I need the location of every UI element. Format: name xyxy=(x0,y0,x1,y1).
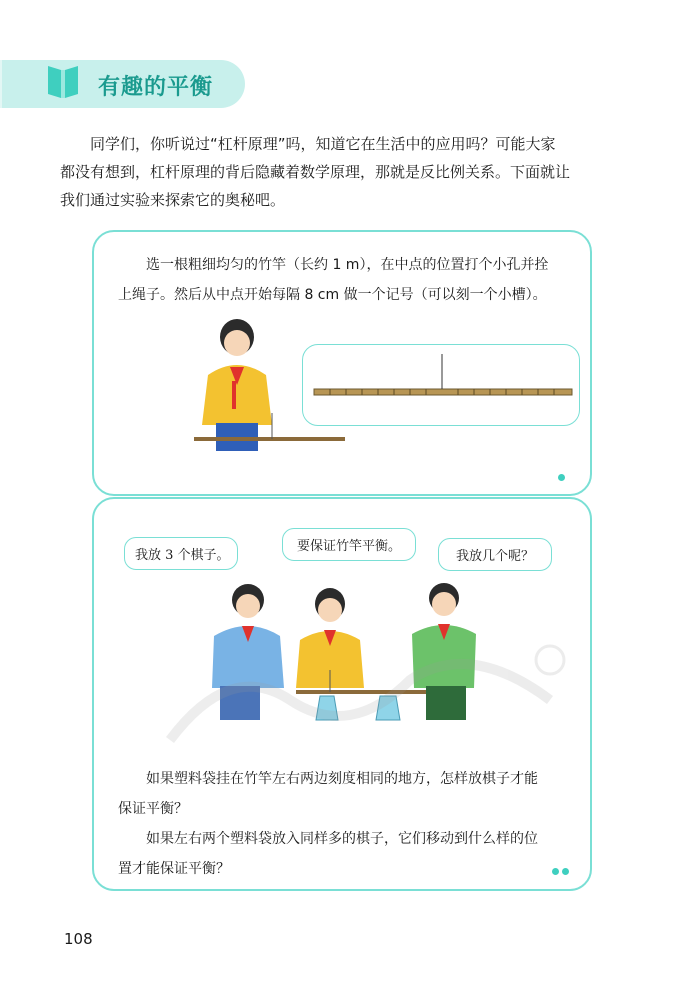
intro-line: 都没有想到，杠杆原理的背后隐藏着数学原理，那就是反比例关系。下面就让 xyxy=(60,163,571,181)
decorative-dot xyxy=(552,868,559,875)
speech-bubble-middle: 要保证竹竿平衡。 xyxy=(282,528,416,561)
speech-bubble-left: 我放 3 个棋子。 xyxy=(124,537,238,570)
question-line: 置才能保证平衡？ xyxy=(118,861,230,877)
question-line: 保证平衡？ xyxy=(118,801,188,817)
publisher-watermark xyxy=(150,640,570,750)
bamboo-pole-diagram xyxy=(312,352,574,402)
intro-paragraph xyxy=(60,130,620,214)
question-line: 如果左右两个塑料袋放入同样多的棋子，它们移动到什么样的位 xyxy=(146,831,538,847)
intro-line: 同学们，你听说过“杠杆原理”吗，知道它在生活中的应用吗？可能大家 xyxy=(90,135,556,153)
speech-bubble-right: 我放几个呢？ xyxy=(438,538,552,571)
experiment-instructions xyxy=(118,250,578,310)
instruction-line: 上绳子。然后从中点开始每隔 8 cm 做一个记号（可以刻一个小槽）。 xyxy=(118,287,547,303)
question-line: 如果塑料袋挂在竹竿左右两边刻度相同的地方，怎样放棋子才能 xyxy=(146,771,538,787)
discussion-questions xyxy=(118,764,578,884)
book-icon xyxy=(46,62,80,100)
decorative-dot xyxy=(562,868,569,875)
page-number: 108 xyxy=(64,930,93,948)
page-title: 有趣的平衡 xyxy=(98,75,214,100)
decorative-dot xyxy=(558,474,565,481)
intro-line: 我们通过实验来探索它的奥秘吧。 xyxy=(60,191,286,209)
instruction-line: 选一根粗细均匀的竹竿（长约 1 m），在中点的位置打个小孔并拴 xyxy=(146,257,549,273)
